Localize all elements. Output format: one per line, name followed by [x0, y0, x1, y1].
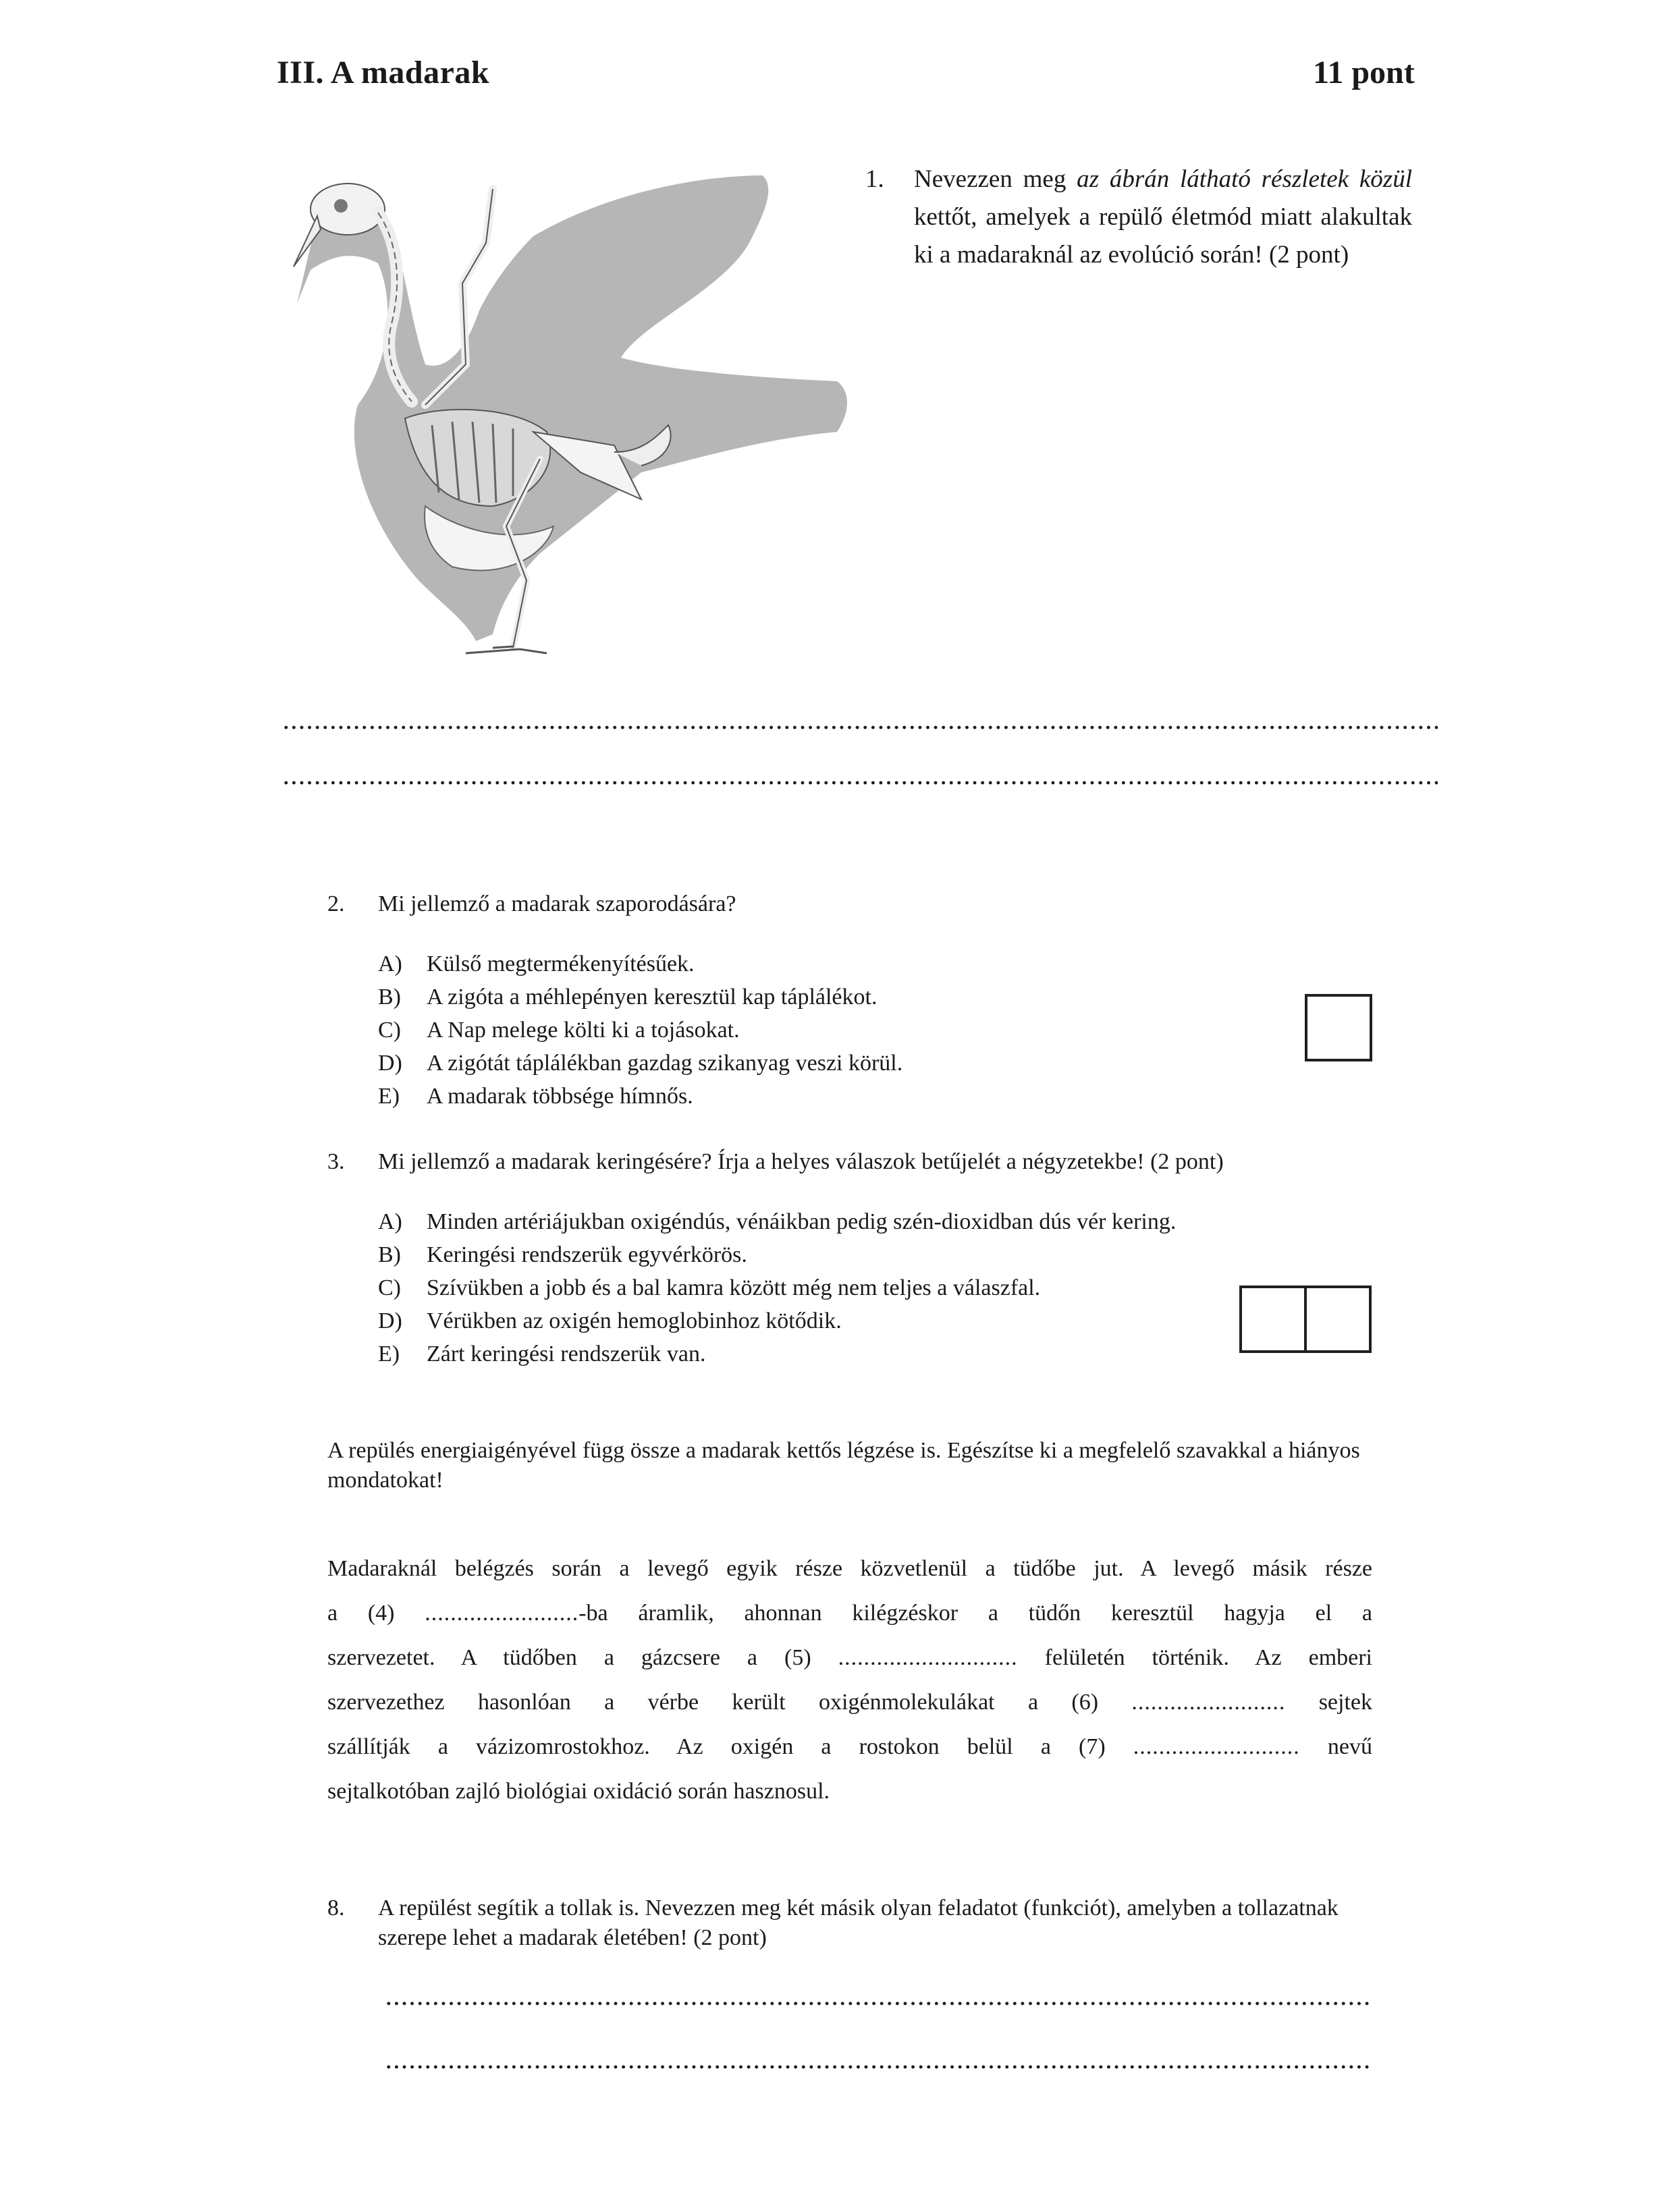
- question-number: 8.: [327, 1896, 345, 1920]
- question-text: A repülést segítik a tollak is. Nevezzen meg két másik olyan feladatot (funkciót), amelyben a tollazatnak szerepe lehet a madarak életében! (2 pont): [378, 1896, 1339, 1950]
- question-text: Mi jellemző a madarak szaporodására?: [378, 891, 736, 916]
- answer-line[interactable]: [385, 2001, 1370, 2006]
- option-c: [378, 1014, 1407, 1047]
- answer-line[interactable]: [282, 725, 1438, 729]
- fill-line: Madaraknál belégzés során a levegő egyik része közvetlenül a tüdőbe jut. A levegő másik része: [327, 1556, 1372, 1581]
- option-a: [378, 947, 1407, 980]
- question-8: [327, 1893, 1380, 1953]
- q1-text-part: kettőt, amelyek a repülő életmód miatt alakultak ki a madaraknál az evolúció során! (2 pont): [914, 203, 1412, 269]
- answer-line[interactable]: [385, 2065, 1370, 2069]
- option-text: Zárt keringési rendszerük van.: [427, 1342, 706, 1366]
- q1-text-part: Nevezzen meg: [914, 165, 1077, 193]
- option-text: Minden artériájukban oxigéndús, vénáikban pedig szén-dioxidban dús vér kering.: [427, 1209, 1177, 1234]
- option-text: A zigótát táplálékban gazdag szikanyag veszi körül.: [427, 1051, 903, 1076]
- answer-line[interactable]: [282, 781, 1438, 785]
- option-letter: E): [378, 1342, 400, 1366]
- question-text: Mi jellemző a madarak keringésére? Írja a helyes válaszok betűjelét a négyzetekbe! (2 pont): [378, 1149, 1224, 1174]
- option-d: [378, 1047, 1407, 1080]
- option-letter: A): [378, 1209, 402, 1234]
- option-b: [378, 1238, 1407, 1271]
- option-letter: B): [378, 985, 401, 1010]
- question-number: 1.: [865, 165, 884, 193]
- option-text: A madarak többsége hímnős.: [427, 1084, 693, 1109]
- option-letter: B): [378, 1242, 401, 1267]
- option-text: Szívükben a jobb és a bal kamra között még nem teljes a válaszfal.: [427, 1275, 1041, 1300]
- answer-box-2[interactable]: [1304, 1285, 1372, 1353]
- option-a: [378, 1205, 1407, 1238]
- bird-silhouette: [297, 175, 847, 641]
- q1-text-italic: az ábrán látható részletek közül: [1077, 165, 1412, 193]
- question-number: 3.: [327, 1149, 345, 1174]
- bird-skeleton-illustration: [290, 148, 871, 675]
- blank-4[interactable]: ........................: [425, 1601, 579, 1626]
- option-letter: C): [378, 1018, 401, 1043]
- fill-text: szervezetet. A tüdőben a gázcsere a (5): [327, 1645, 838, 1670]
- fill-text: szervezethez hasonlóan a vérbe került oxigénmolekulákat a (6): [327, 1690, 1132, 1715]
- question-2: [327, 889, 1407, 1113]
- option-text: Keringési rendszerük egyvérkörös.: [427, 1242, 747, 1267]
- bird-skeleton-icon: [290, 148, 871, 675]
- blank-7[interactable]: ..........................: [1133, 1734, 1300, 1759]
- fill-text: nevű: [1299, 1734, 1372, 1759]
- answer-box[interactable]: [1305, 994, 1372, 1061]
- fill-text: felületén történik. Az emberi: [1017, 1645, 1372, 1670]
- option-b: [378, 980, 1407, 1014]
- fill-text: a (4): [327, 1601, 425, 1626]
- feet: [466, 646, 547, 653]
- question-text: [914, 161, 1412, 274]
- intro-paragraph: A repülés energiaigényével függ össze a madarak kettős légzése is. Egészítse ki a megfelelő szavakkal a hiányos mondatokat!: [327, 1438, 1360, 1493]
- fill-line: [327, 1680, 1372, 1725]
- option-letter: C): [378, 1275, 401, 1300]
- option-text: A Nap melege költi ki a tojásokat.: [427, 1018, 740, 1043]
- option-text: A zigóta a méhlepényen keresztül kap táplálékot.: [427, 985, 878, 1010]
- fill-text: -ba áramlik, ahonnan kilégzéskor a tüdőn keresztül hagyja el a: [578, 1601, 1372, 1626]
- section-points: 11 pont: [1313, 55, 1415, 90]
- blank-5[interactable]: ............................: [838, 1645, 1018, 1670]
- options-list: [378, 947, 1407, 1113]
- fill-text: sejtek: [1285, 1690, 1372, 1715]
- fill-in-paragraph: [327, 1547, 1372, 1814]
- option-letter: D): [378, 1051, 402, 1076]
- option-e: [378, 1080, 1407, 1113]
- option-letter: D): [378, 1308, 402, 1333]
- fill-line: sejtalkotóban zajló biológiai oxidáció során hasznosul.: [327, 1779, 830, 1804]
- fill-line: [327, 1636, 1372, 1680]
- answer-box-1[interactable]: [1239, 1285, 1307, 1353]
- fill-line: [327, 1725, 1372, 1769]
- fill-text: szállítják a vázizomrostokhoz. Az oxigén a rostokon belül a (7): [327, 1734, 1133, 1759]
- section-title: III. A madarak: [277, 55, 490, 90]
- option-text: Vérükben az oxigén hemoglobinhoz kötődik.: [427, 1308, 842, 1333]
- option-letter: E): [378, 1084, 400, 1109]
- question-1: [865, 161, 1412, 274]
- fill-line: [327, 1591, 1372, 1636]
- blank-6[interactable]: ........................: [1131, 1690, 1286, 1715]
- question-number: 2.: [327, 891, 345, 916]
- option-letter: A): [378, 951, 402, 976]
- option-text: Külső megtermékenyítésűek.: [427, 951, 695, 976]
